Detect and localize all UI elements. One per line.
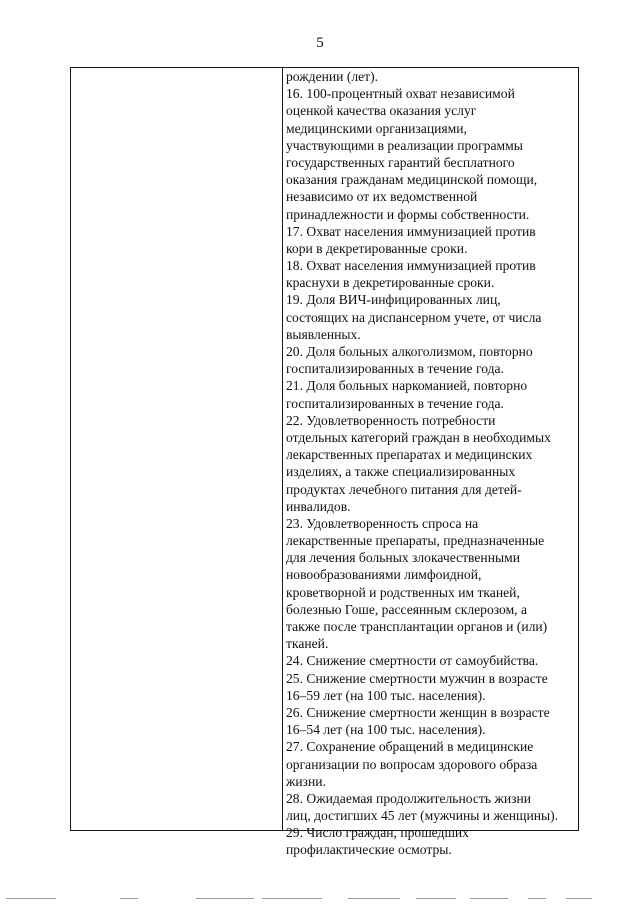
text-line: 22. Удовлетворенность потребности	[286, 412, 496, 428]
text-line: участвующими в реализации программы	[286, 137, 523, 153]
text-line: госпитализированных в течение года.	[286, 395, 504, 411]
text-line: медицинскими организациями,	[286, 120, 467, 136]
scan-speck	[120, 898, 138, 899]
text-line: 24. Снижение смертности от самоубийства.	[286, 653, 539, 669]
text-line: лекарственные препараты, предназначенные	[286, 533, 545, 549]
text-line: 28. Ожидаемая продолжительность жизни	[286, 790, 532, 806]
text-line: 18. Охват населения иммунизацией против	[286, 258, 536, 274]
scan-speck	[416, 898, 456, 899]
text-line: 23. Удовлетворенность спроса на	[286, 515, 479, 531]
scan-speck	[262, 898, 322, 899]
text-line: также после трансплантации органов и (или)	[286, 619, 548, 634]
text-line: 16–59 лет (на 100 тыс. населения).	[286, 687, 486, 703]
scan-speck	[196, 898, 254, 899]
text-line: 25. Снижение смертности мужчин в возрасте	[286, 670, 548, 686]
text-line: краснухи в декретированные сроки.	[286, 275, 495, 291]
text-line: 27. Сохранение обращений в медицинские	[286, 739, 534, 755]
scan-speck	[566, 898, 592, 899]
text-line: 20. Доля больных алкоголизмом, повторно	[286, 344, 533, 359]
text-line: инвалидов.	[286, 498, 351, 514]
text-line: изделиях, а также специализированных	[286, 464, 516, 480]
scan-speck	[6, 898, 56, 899]
text-line: лекарственных препаратах и медицинских	[286, 447, 533, 463]
text-line: оказания гражданам медицинской помощи,	[286, 172, 538, 188]
scan-speck	[528, 898, 546, 899]
text-line: 16. 100-процентный охват независимой	[286, 86, 515, 102]
text-line: жизни.	[286, 773, 326, 789]
text-line: государственных гарантий бесплатного	[286, 154, 515, 170]
text-line: новообразованиями лимфоидной,	[286, 567, 482, 583]
text-line: для лечения больных злокачественными	[286, 550, 520, 566]
text-line: кори в декретированные сроки.	[286, 240, 468, 256]
text-line: отдельных категорий граждан в необходимых	[286, 429, 551, 445]
scan-speck	[470, 898, 508, 899]
text-line: тканей.	[286, 636, 329, 652]
indicators-table	[70, 67, 579, 858]
text-line: 19. Доля ВИЧ-инфицированных лиц,	[286, 292, 501, 308]
scan-artifacts	[0, 898, 640, 902]
text-line: 17. Охват населения иммунизацией против	[286, 223, 536, 239]
text-line: 16–54 лет (на 100 тыс. населения).	[286, 722, 486, 738]
scan-speck	[348, 898, 400, 899]
text-line: принадлежности и формы собственности.	[286, 206, 530, 222]
text-line: рождении (лет).	[286, 69, 379, 84]
text-line: состоящих на диспансерном учете, от числа	[286, 309, 542, 325]
text-line: 26. Снижение смертности женщин в возрасте	[286, 704, 550, 720]
table-right-column	[283, 68, 578, 858]
text-line: продуктах лечебного питания для детей-	[286, 481, 522, 497]
text-line: профилактические осмотры.	[286, 842, 452, 858]
text-line: выявленных.	[286, 326, 361, 342]
text-line: 29. Число граждан, прошедших	[286, 825, 469, 841]
text-line: госпитализированных в течение года.	[286, 361, 504, 377]
page-number: 5	[316, 35, 324, 51]
table-left-column	[71, 68, 283, 830]
text-line: болезнью Гоше, рассеянным склерозом, а	[286, 601, 528, 617]
text-line: 21. Доля больных наркоманией, повторно	[286, 378, 528, 394]
text-line: оценкой качества оказания услуг	[286, 103, 477, 119]
text-line: организации по вопросам здорового образа	[286, 756, 538, 772]
text-line: кроветворной и родственных им тканей,	[286, 584, 520, 600]
text-line: независимо от их ведомственной	[286, 189, 478, 205]
text-line: лиц, достигших 45 лет (мужчины и женщины).	[286, 808, 559, 824]
